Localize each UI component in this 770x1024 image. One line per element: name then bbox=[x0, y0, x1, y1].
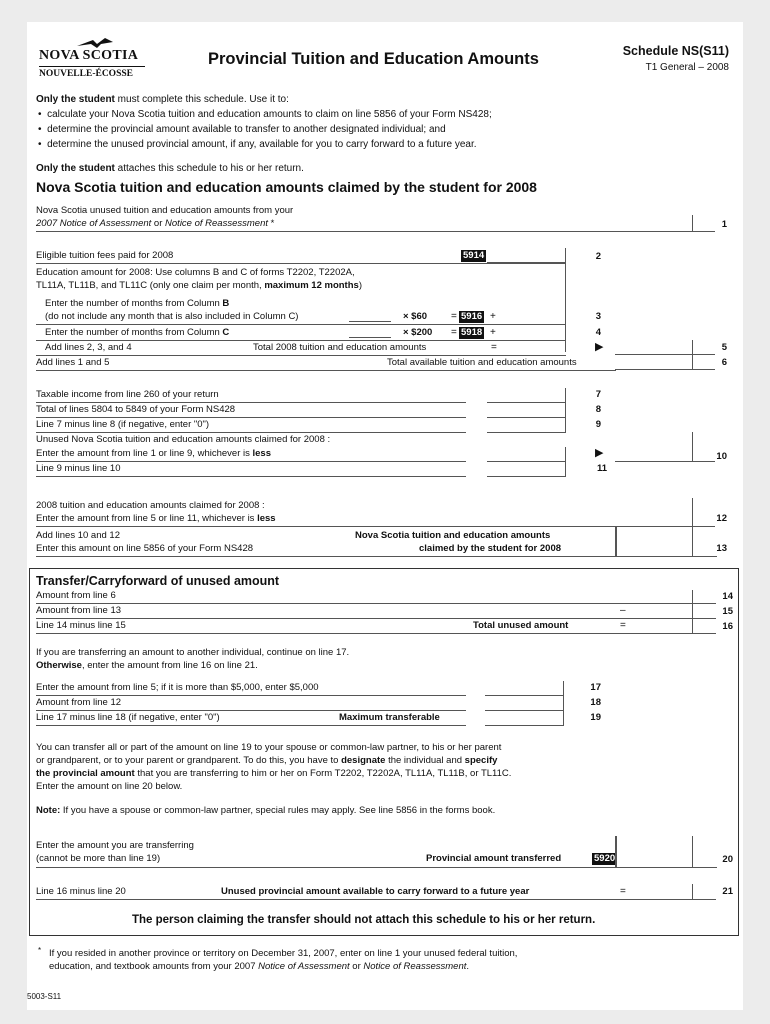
line9-field[interactable] bbox=[487, 418, 566, 433]
line-number-21: 21 bbox=[722, 886, 733, 897]
line13-total-label-a: Nova Scotia tuition and education amounts bbox=[355, 530, 551, 541]
transfer-para-2: Otherwise, enter the amount from line 16 on line 21. bbox=[36, 660, 258, 671]
line-number-8: 8 bbox=[595, 404, 601, 415]
line5-total-label: Total 2008 tuition and education amounts bbox=[253, 342, 427, 353]
line9-label: Line 7 minus line 8 (if negative, enter "0") bbox=[36, 419, 210, 430]
line7-field[interactable] bbox=[487, 388, 566, 403]
line5-field[interactable] bbox=[615, 340, 715, 355]
code-5914: 5914 bbox=[463, 250, 485, 261]
line10-sub-field[interactable] bbox=[487, 447, 566, 462]
intro-bullet-1: • calculate your Nova Scotia tuition and education amounts to claim on line 5856 of your Form NS428; bbox=[38, 109, 492, 120]
line-number-2: 2 bbox=[595, 251, 601, 262]
line21-total-label: Unused provincial amount available to carry forward to a future year bbox=[221, 886, 530, 897]
transfer-info-4: Enter the amount on line 20 below. bbox=[36, 781, 183, 792]
line-number-17: 17 bbox=[590, 682, 601, 693]
form-number: 5003-S11 bbox=[27, 992, 62, 1001]
line18-label: Amount from line 12 bbox=[36, 697, 122, 708]
intro-line: Only the student must complete this schedule. Use it to: bbox=[36, 94, 289, 105]
line8-label: Total of lines 5804 to 5849 of your Form NS428 bbox=[36, 404, 236, 415]
line1-field[interactable] bbox=[615, 215, 715, 232]
closing-statement: The person claiming the transfer should not attach this schedule to his or her return. bbox=[132, 914, 596, 926]
line2-label: Eligible tuition fees paid for 2008 bbox=[36, 250, 174, 261]
line13-field[interactable] bbox=[615, 527, 717, 557]
line3-label-b: (do not include any month that is also included in Column C) bbox=[45, 311, 299, 322]
edu-amount-label-a: Education amount for 2008: Use columns B and C of forms T2202, T2202A, bbox=[36, 267, 355, 278]
line-number-5: 5 bbox=[721, 342, 727, 353]
line-number-13: 13 bbox=[716, 543, 727, 554]
line6-label: Add lines 1 and 5 bbox=[36, 357, 110, 368]
line4-months-field[interactable] bbox=[349, 325, 391, 338]
line11-label: Line 9 minus line 10 bbox=[36, 463, 121, 474]
logo-line2: NOUVELLE-ÉCOSSE bbox=[39, 69, 133, 79]
schedule-label: Schedule NS(S11) bbox=[622, 44, 729, 58]
line1-label-b: 2007 Notice of Assessment or Notice of Reassessment * bbox=[36, 218, 275, 229]
line19-field[interactable] bbox=[485, 711, 564, 726]
code-5920: 5920 bbox=[594, 853, 616, 864]
transfer-para-1: If you are transferring an amount to another individual, continue on line 17. bbox=[36, 647, 350, 658]
line-number-1: 1 bbox=[721, 219, 727, 230]
logo-divider bbox=[39, 66, 145, 67]
line18-field[interactable] bbox=[485, 696, 564, 711]
line14-label: Amount from line 6 bbox=[36, 590, 116, 601]
line8-field[interactable] bbox=[487, 403, 566, 418]
line-number-7: 7 bbox=[595, 389, 601, 400]
line20-label-b: (cannot be more than line 19) bbox=[36, 853, 161, 864]
line1-label-a: Nova Scotia unused tuition and education amounts from your bbox=[36, 205, 294, 216]
line-number-18: 18 bbox=[590, 697, 601, 708]
line20-field[interactable] bbox=[615, 836, 717, 868]
line12-field[interactable] bbox=[615, 498, 715, 527]
footnote-line2: education, and textbook amounts from your 2007 Notice of Assessment or Notice of Reassessment. bbox=[49, 961, 470, 972]
line13-label-a: Add lines 10 and 12 bbox=[36, 530, 120, 541]
line11-field[interactable] bbox=[487, 462, 566, 477]
code-5918: 5918 bbox=[461, 327, 483, 338]
form-year-label: T1 General – 2008 bbox=[645, 62, 729, 73]
footnote-star: * bbox=[38, 946, 42, 955]
line-number-16: 16 bbox=[722, 621, 733, 632]
transfer-info-1: You can transfer all or part of the amount on line 19 to your spouse or common-law partner, to his or her parent bbox=[36, 742, 502, 753]
code-5916: 5916 bbox=[461, 311, 483, 322]
line19-label: Line 17 minus line 18 (if negative, enter "0") bbox=[36, 712, 220, 723]
line6-field[interactable] bbox=[615, 355, 715, 370]
line3-months-field[interactable] bbox=[349, 309, 391, 322]
intro-bullet-3: • determine the unused provincial amount, if any, available for you to carry forward to a future year. bbox=[38, 139, 477, 150]
line-number-19: 19 bbox=[590, 712, 601, 723]
line16-total-label: Total unused amount bbox=[473, 620, 569, 631]
nova-scotia-logo bbox=[35, 36, 147, 82]
section1-heading: Nova Scotia tuition and education amounts claimed by the student for 2008 bbox=[36, 179, 537, 195]
line21-label: Line 16 minus line 20 bbox=[36, 886, 126, 897]
line13-total-label-b: claimed by the student for 2008 bbox=[419, 543, 562, 554]
line3-rate: × $60 bbox=[403, 311, 428, 322]
line-number-15: 15 bbox=[722, 606, 733, 617]
line5-label: Add lines 2, 3, and 4 bbox=[45, 342, 132, 353]
line6-total-label: Total available tuition and education amounts bbox=[387, 357, 577, 368]
line10-label-a: Unused Nova Scotia tuition and education amounts claimed for 2008 : bbox=[36, 434, 331, 445]
line-number-11: 11 bbox=[596, 463, 607, 474]
line-number-14: 14 bbox=[722, 591, 733, 602]
line7-label: Taxable income from line 260 of your return bbox=[36, 389, 219, 400]
line19-total-label: Maximum transferable bbox=[339, 712, 440, 723]
line-number-20: 20 bbox=[722, 854, 733, 865]
line17-field[interactable] bbox=[485, 681, 564, 696]
attach-note: Only the student attaches this schedule to his or her return. bbox=[36, 163, 304, 174]
line21-field[interactable] bbox=[615, 884, 715, 899]
line20-label-a: Enter the amount you are transferring bbox=[36, 840, 194, 851]
footnote-line1: If you resided in another province or territory on December 31, 2007, enter on line 1 your unused federal tuition, bbox=[49, 948, 518, 959]
transfer-info-3: the provincial amount that you are transferring to him or her on Form T2202, T2202A, TL11A, TL11B, or TL11C. bbox=[36, 768, 512, 779]
spouse-note: Note: If you have a spouse or common-law partner, special rules may apply. See line 5856 in the forms book. bbox=[36, 805, 496, 816]
line-number-3: 3 bbox=[595, 311, 601, 322]
page-title: Provincial Tuition and Education Amounts bbox=[208, 50, 539, 68]
line15-label: Amount from line 13 bbox=[36, 605, 122, 616]
edu-amount-label-b: TL11A, TL11B, and TL11C (only one claim per month, maximum 12 months) bbox=[36, 280, 362, 291]
logo-line1: NOVA SCOTIA bbox=[39, 48, 139, 63]
line17-label: Enter the amount from line 5; if it is more than $5,000, enter $5,000 bbox=[36, 682, 319, 693]
line-number-4: 4 bbox=[595, 327, 601, 338]
line-number-9: 9 bbox=[595, 419, 601, 430]
transfer-info-2: or grandparent, or to your parent or grandparent. To do this, you have to designate the individual and specify bbox=[36, 755, 498, 766]
line10-arrow-icon: ▶ bbox=[595, 447, 604, 459]
line10-label-b: Enter the amount from line 1 or line 9, whichever is less bbox=[36, 448, 271, 459]
line14-16-fields[interactable] bbox=[615, 590, 715, 633]
line-number-10: 10 bbox=[716, 451, 727, 462]
line-number-6: 6 bbox=[721, 357, 727, 368]
section2-heading: Transfer/Carryforward of unused amount bbox=[36, 574, 280, 588]
line20-total-label: Provincial amount transferred bbox=[426, 853, 562, 864]
intro-bullet-2: • determine the provincial amount available to transfer to another designated individual; and bbox=[38, 124, 446, 135]
line5-arrow-icon: ▶ bbox=[595, 341, 604, 353]
line4-label: Enter the number of months from Column C bbox=[45, 327, 230, 338]
line16-label: Line 14 minus line 15 bbox=[36, 620, 126, 631]
line12-label-b: Enter the amount from line 5 or line 11, whichever is less bbox=[36, 513, 276, 524]
line3-label-a: Enter the number of months from Column B bbox=[45, 298, 230, 309]
line-number-12: 12 bbox=[716, 513, 727, 524]
line13-label-b: Enter this amount on line 5856 of your Form NS428 bbox=[36, 543, 254, 554]
line4-rate: × $200 bbox=[403, 327, 433, 338]
line12-label-a: 2008 tuition and education amounts claimed for 2008 : bbox=[36, 500, 265, 511]
line10-field[interactable] bbox=[615, 432, 715, 462]
form-page: NOVA SCOTIA NOUVELLE-ÉCOSSE Provincial Tuition and Education Amounts Schedule NS(S11) T1 General – 2008 Only the student must complete this schedule. Use it to: • calculate your Nova Scotia tuition and education amounts to claim on line 5856 of your Form NS428; • determine the provincial amount available to transfer to another designated individual; and • determine the unused provincial amount, if any, available for you to carry forward to a future year. Only the student attaches this schedule to his or her return. Nova Scotia tuition and education amounts claimed by the student for 2008 Nova Scotia unused tuition and education amounts from your 2007 Notice of Assessment or Notice of Reassessment * 1 Eligible tuition fees paid for 2008 5914 2 Education amount for 2008: Use columns B and C of forms T2202, T2202A, TL11A, TL11B, and TL11C (only one claim per month, maximum 12 months) Enter the number of months from Column B (do not include any month that is also included in Column C) × $60 = 5916 + 3 Enter the number of months from Column C × $200 = 5918 + 4 Add lines 2, 3, and 4 Total 2008 tuition and education amounts = ▶ 5 Add lines 1 and 5 Total available tuition and education amounts 6 Taxable income from line 260 of your return 7 Total of lines 5804 to 5849 of your Form NS428 8 Line 7 minus line 8 (if negative, enter "0") 9 Unused Nova Scotia tuition and education amounts claimed for 2008 : Enter the amount from line 1 or line 9, whichever is less ▶ 10 Line 9 minus line 10 11 2008 tuition and education amounts claimed for 2008 : Enter the amount from line 5 or line 11, whichever is less 12 Add lines 10 and 12 Enter this amount on line 5856 of your Form NS428 Nova Scotia tuition and education amounts claimed by the student for 2008 13 Transfer/Carryforward of unused amount Amount from line 6 14 Amount from line 13 – 15 Line 14 minus line 15 Total unused amount = 16 If you are transferring an amount to another individual, continue on line 17. Otherwise, enter the amount from line 16 on line 21. Enter the amount from line 5; if it is more than $5,000, enter $5,000 17 Amount from line 12 18 Line 17 minus line 18 (if negative, enter "0") Maximum transferable 19 You can transfer all or part of the amount on line 19 to your spouse or common-law partner, to his or her parent or grandparent, or to your parent or grandparent. To do this, you have to designate the individual and specify the provincial amount that you are transferring to him or her on Form T2202, T2202A, TL11A, TL11B, or TL11C. Enter the amount on line 20 below. Note: If you have a spouse or common-law partner, special rules may apply. See line 5856 in the forms book. Enter the amount you are transferring (cannot be more than line 19) Provincial amount transferred 5920 20 Line 16 minus line 20 Unused provincial amount available to carry forward to a future year = 21 The person claiming the transfer should not attach this schedule to his or her return. * If you resided in another province or territory on December 31, 2007, enter on line 1 your unused federal tuition, education, and textbook amounts from your 2007 Notice of Assessment or Notice of Reassessment. 5003-S11 bbox=[27, 22, 743, 1010]
line2-field[interactable] bbox=[487, 248, 566, 263]
